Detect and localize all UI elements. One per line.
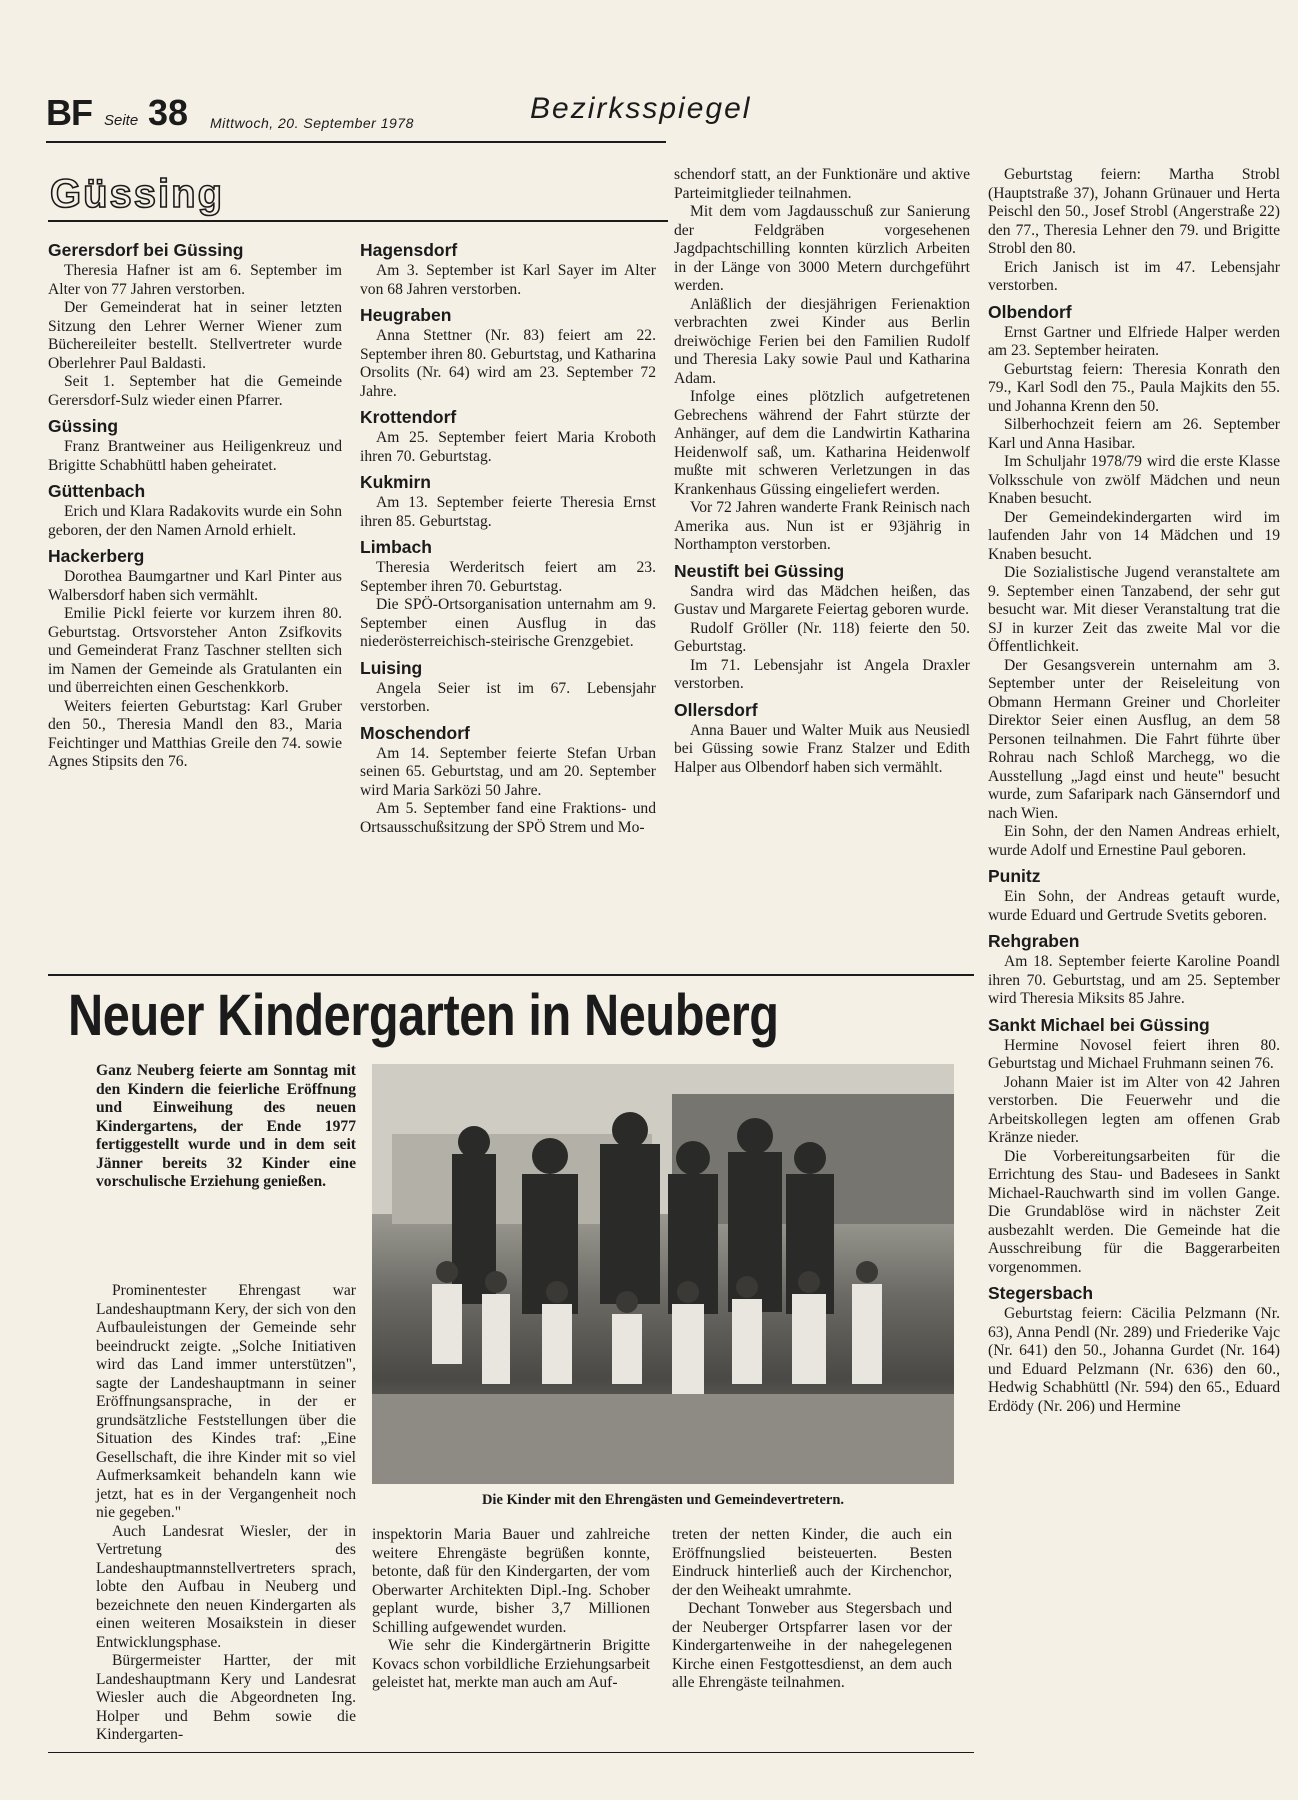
news-paragraph: Angela Seier ist im 67. Lebensjahr verstorben. [360, 679, 656, 715]
news-paragraph: Im Schuljahr 1978/79 wird die erste Klasse Volksschule von zwölf Mädchen und neun Knaben besucht. [988, 453, 1280, 507]
feature-column-2 [372, 1526, 650, 1693]
place-heading: Limbach [360, 537, 432, 557]
news-paragraph: Am 5. September fand eine Fraktions- und Ortsausschußsitzung der SPÖ Strem und Mo- [360, 800, 656, 836]
place-heading: Stegersbach [988, 1283, 1094, 1303]
news-paragraph: Der Gesangsverein unternahm am 3. September unter der Reiseleitung von Obmann Hermann Greiner und Chorleiter Direktor Seier einen Ausflug, an dem 58 Personen teilnahmen. Die Fahrt führte über Rohrau nach Schloß Marchegg, wo die Ausstellung „Jagd einst und heute" besucht wurde, zum Safaripark nach Gänserndorf und nach Wien. [988, 656, 1280, 822]
news-paragraph: Am 3. September ist Karl Sayer im Alter von 68 Jahren verstorben. [360, 262, 656, 298]
news-paragraph: Vor 72 Jahren wanderte Frank Reinisch nach Amerika aus. Nun ist er 93jährig in Northampton verstorben. [674, 499, 970, 553]
photo-illustration [372, 1064, 954, 1484]
place-heading: Hackerberg [48, 546, 145, 566]
continued-paragraph: schendorf statt, an der Funktionäre und aktive Parteimitglieder teilnahmen. [674, 166, 970, 202]
news-paragraph: Die SPÖ-Ortsorganisation unternahm am 9. September einen Ausflug in das niederösterreichisch-steirische Grenzgebiet. [360, 596, 656, 650]
news-paragraph: Theresia Werderitsch feiert am 23. September ihren 70. Geburtstag. [360, 559, 656, 595]
place-heading: Moschendorf [360, 722, 470, 743]
news-paragraph: Auch Landesrat Wiesler, der in Vertretung des Landeshauptmannstellvertreters sprach, lobte den Aufbau in Neuberg und bezeichnete den neuen Kindergarten als einen weiteren Mosaikstein in dieser Entwicklungsphase. [96, 1522, 356, 1651]
news-paragraph: Hermine Novosel feiert ihren 80. Geburtstag und Michael Fruhmann seinen 76. [988, 1036, 1280, 1072]
district-rule [48, 220, 668, 222]
place-heading: Olbendorf [988, 301, 1072, 322]
place-heading: Luising [360, 657, 423, 678]
feature-headline: Neuer Kindergarten in Neuberg [68, 983, 779, 1048]
place-heading: Sankt Michael bei Güssing [988, 1014, 1210, 1035]
place-heading: Gerersdorf bei Güssing [48, 240, 244, 260]
news-paragraph: Ernst Gartner und Elfriede Halper werden am 23. September heiraten. [988, 323, 1280, 359]
news-paragraph: Franz Brantweiner aus Heiligenkreuz und Brigitte Schabhüttl haben geheiratet. [48, 438, 342, 474]
news-paragraph: Anna Bauer und Walter Muik aus Neusiedl bei Güssing sowie Franz Stalzer und Edith Halper aus Olbendorf haben sich vermählt. [674, 721, 970, 776]
news-paragraph: Prominentester Ehrengast war Landeshauptmann Kery, der sich von den Aufbauleistungen der Gemeinde sehr beeindruckt zeigte. „Solche Initiativen wird das Land immer unterstützen", sagte der Landeshauptmann in seiner Eröffnungsansprache, in der er grundsätzliche Feststellungen über die Situation des Kindes traf: „Eine Gesellschaft, die ihre Kinder mit so viel Aufmerksamkeit behandeln kann wie jetzt, hat es in der Vergangenheit noch nie gegeben." [96, 1282, 356, 1521]
place-heading: Punitz [988, 866, 1041, 886]
news-paragraph: Theresia Hafner ist am 6. September im Alter von 77 Jahren verstorben. [48, 262, 342, 298]
place-heading: Ollersdorf [674, 699, 758, 720]
news-paragraph: Am 25. September feiert Maria Kroboth ihren 70. Geburtstag. [360, 429, 656, 465]
news-paragraph: Geburtstag feiern: Theresia Konrath den 79., Karl Sodl den 75., Paula Majkits den 55. und Johanna Krenn den 50. [988, 360, 1280, 415]
news-paragraph: Bürgermeister Hartter, der mit Landeshauptmann Kery und Landesrat Wiesler auch die Abgeordneten Ing. Holper und Behm sowie die Kindergarten- [96, 1652, 356, 1743]
news-paragraph: Wie sehr die Kindergärtnerin Brigitte Kovacs schon vorbildliche Erziehungsarbeit geleistet hat, merkte man auch am Auf- [372, 1637, 650, 1691]
feature-rule [48, 974, 974, 976]
feature-lead: Ganz Neuberg feierte am Sonntag mit den Kindern die feierliche Eröffnung und Einweihung des neuen Kindergartens, der Ende 1977 fertiggestellt wurde und in dem seit Jänner bereits 32 Kinder eine vorschulische Erziehung genießen. [96, 1062, 356, 1190]
news-paragraph: Im 71. Lebensjahr ist Angela Draxler verstorben. [674, 656, 970, 692]
continued-paragraph: treten der netten Kinder, die auch ein Eröffnungslied beisteuerten. Besten Eindruck hinterließ auch der Kirchenchor, der den Weiheakt umrahmte. [672, 1526, 952, 1599]
news-paragraph: Geburtstag feiern: Cäcilia Pelzmann (Nr. 63), Anna Pendl (Nr. 289) und Friederike Vajc (Nr. 641) den 50., Johanna Gurdet (Nr. 164) und Eduard Pelzmann (Nr. 636) den 60., Hedwig Schabhüttl (Nr. 594) den 65., Eduard Erdödy (Nr. 206) und Hermine [988, 1305, 1280, 1415]
news-paragraph: Dorothea Baumgartner und Karl Pinter aus Walbersdorf haben sich vermählt. [48, 568, 342, 604]
section-title: Bezirksspiegel [530, 92, 752, 125]
issue-date: Mittwoch, 20. September 1978 [210, 115, 414, 131]
news-paragraph: Am 13. September feierte Theresia Ernst ihren 85. Geburtstag. [360, 494, 656, 530]
news-paragraph: Erich und Klara Radakovits wurde ein Sohn geboren, der den Namen Arnold erhielt. [48, 503, 342, 539]
district-title: Güssing [50, 172, 225, 216]
news-paragraph: Weiters feierten Geburtstag: Karl Gruber den 50., Theresia Mandl den 83., Maria Feichtinger und Matthias Greile den 74. sowie Agnes Stipsits den 76. [48, 697, 342, 770]
feature-photo [372, 1064, 954, 1484]
place-heading: Heugraben [360, 305, 452, 325]
news-paragraph: Seit 1. September hat die Gemeinde Gerersdorf-Sulz wieder einen Pfarrer. [48, 373, 342, 409]
feature-bottom-rule [48, 1752, 974, 1753]
news-paragraph: Am 18. September feierte Karoline Poandl ihren 70. Geburtstag, und am 25. September wird Theresia Miksits 85 Jahre. [988, 953, 1280, 1007]
news-paragraph: Ein Sohn, der Andreas getauft wurde, wurde Eduard und Gertrude Svetits geboren. [988, 888, 1280, 924]
news-paragraph: Anläßlich der diesjährigen Ferienaktion verbrachten zwei Kinder aus Berlin dreiwöchige Ferien bei den Familien Rudolf und Theresia Laky sowie Paul und Katharina Adam. [674, 295, 970, 387]
news-paragraph: Dechant Tonweber aus Stegersbach und der Neuberger Ortspfarrer lasen vor der Kindergartenweihe in der nahegelegenen Kirche einen Festgottesdienst, an dem auch alle Ehrengäste teilnahmen. [672, 1600, 952, 1691]
continued-paragraph: inspektorin Maria Bauer und zahlreiche weitere Ehrengäste begrüßen konnte, betonte, daß für den Kindergarten, der vom Oberwarter Architekten Dipl.-Ing. Schober geplant wurde, bisher 3,7 Millionen Schilling aufgewendet wurden. [372, 1526, 650, 1636]
news-paragraph: Rudolf Gröller (Nr. 118) feierte den 50. Geburtstag. [674, 619, 970, 655]
place-heading: Hagensdorf [360, 240, 458, 260]
page-number: 38 [148, 92, 189, 133]
place-heading: Kukmirn [360, 472, 431, 492]
news-paragraph: Am 14. September feierte Stefan Urban seinen 65. Geburtstag, und am 20. September wird Maria Sarközi 50 Jahre. [360, 744, 656, 799]
photo-caption: Die Kinder mit den Ehrengästen und Gemeindevertretern. [481, 1492, 845, 1508]
news-paragraph: Die Vorbereitungsarbeiten für die Errichtung des Stau- und Badesees in Sankt Michael-Rauchwarth sind im vollen Gange. Die Grundablöse wird in nächster Zeit ausbezahlt werden. Die Gemeinde hat die Ausschreibung für die Baggerarbeiten vorgenommen. [988, 1147, 1280, 1276]
article-column-3 [674, 166, 970, 777]
news-paragraph: Sandra wird das Mädchen heißen, das Gustav und Margarete Feiertag geboren wurde. [674, 582, 970, 618]
news-paragraph: Die Sozialistische Jugend veranstaltete am 9. September einen Tanzabend, der sehr gut besucht war. Mit dieser Veranstaltung trat die SJ in kurzer Zeit das zweite Mal vor die Öffentlichkeit. [988, 564, 1280, 655]
header-rule [46, 141, 666, 143]
news-paragraph: Ein Sohn, der den Namen Andreas erhielt, wurde Adolf und Ernestine Paul geboren. [988, 823, 1280, 859]
news-paragraph: Der Gemeindekindergarten wird im laufenden Jahr von 14 Mädchen und 19 Knaben besucht. [988, 508, 1280, 563]
news-paragraph: Silberhochzeit feiern am 26. September Karl und Anna Hasibar. [988, 416, 1280, 452]
news-paragraph: Erich Janisch ist im 47. Lebensjahr verstorben. [988, 258, 1280, 294]
news-paragraph: Emilie Pickl feierte vor kurzem ihren 80. Geburtstag. Ortsvorsteher Anton Zsifkovits und Gemeinderat Franz Taschner stellten sich im Namen der Gemeinde als Gratulanten ein und überreichten einen Geschenkkorb. [48, 605, 342, 696]
place-heading: Güssing [48, 416, 119, 436]
article-column-1 [48, 240, 342, 772]
news-paragraph: Mit dem vom Jagdausschuß zur Sanierung der Feldgräben vorgesehenen Jagdpachtschilling konnten kürzlich Arbeiten in der Länge von 3000 Metern durchgeführt werden. [674, 203, 970, 294]
feature-column-1 [96, 1282, 356, 1745]
place-heading: Krottendorf [360, 407, 457, 427]
news-paragraph: Infolge eines plötzlich aufgetretenen Gebrechens während der Fahrt stürzte der Anhänger, auf dem die Landwirtin Katharina Heidenwolf saß, um. Katharina Heidenwolf mußte mit schweren Verletzungen in das Krankenhaus Güssing eingeliefert werden. [674, 388, 970, 498]
page-label: Seite [104, 112, 139, 129]
place-heading: Rehgraben [988, 931, 1080, 951]
place-heading: Neustift bei Güssing [674, 560, 845, 581]
article-column-2 [360, 240, 656, 837]
news-paragraph: Geburtstag feiern: Martha Strobl (Hauptstraße 37), Johann Grünauer und Herta Peischl den 50., Josef Strobl (Angerstraße 22) den 77., Theresia Lehner den 79. und Brigitte Strobl den 80. [988, 166, 1280, 257]
feature-column-3 [672, 1526, 952, 1693]
news-paragraph: Johann Maier ist im Alter von 42 Jahren verstorben. Die Feuerwehr und die Arbeitskollegen legten am offenen Grab Kränze nieder. [988, 1073, 1280, 1146]
news-paragraph: Der Gemeinderat hat in seiner letzten Sitzung den Lehrer Werner Wiener zum Büchereileiter bestellt. Stellvertreter wurde Oberlehrer Paul Baldasti. [48, 299, 342, 372]
news-paragraph: Anna Stettner (Nr. 83) feiert am 22. September ihren 80. Geburtstag, und Katharina Orsolits (Nr. 64) wird am 23. September 72 Jahre. [360, 327, 656, 400]
article-column-4 [988, 166, 1280, 1416]
publication-logo: BF [46, 92, 92, 133]
place-heading: Güttenbach [48, 481, 146, 501]
